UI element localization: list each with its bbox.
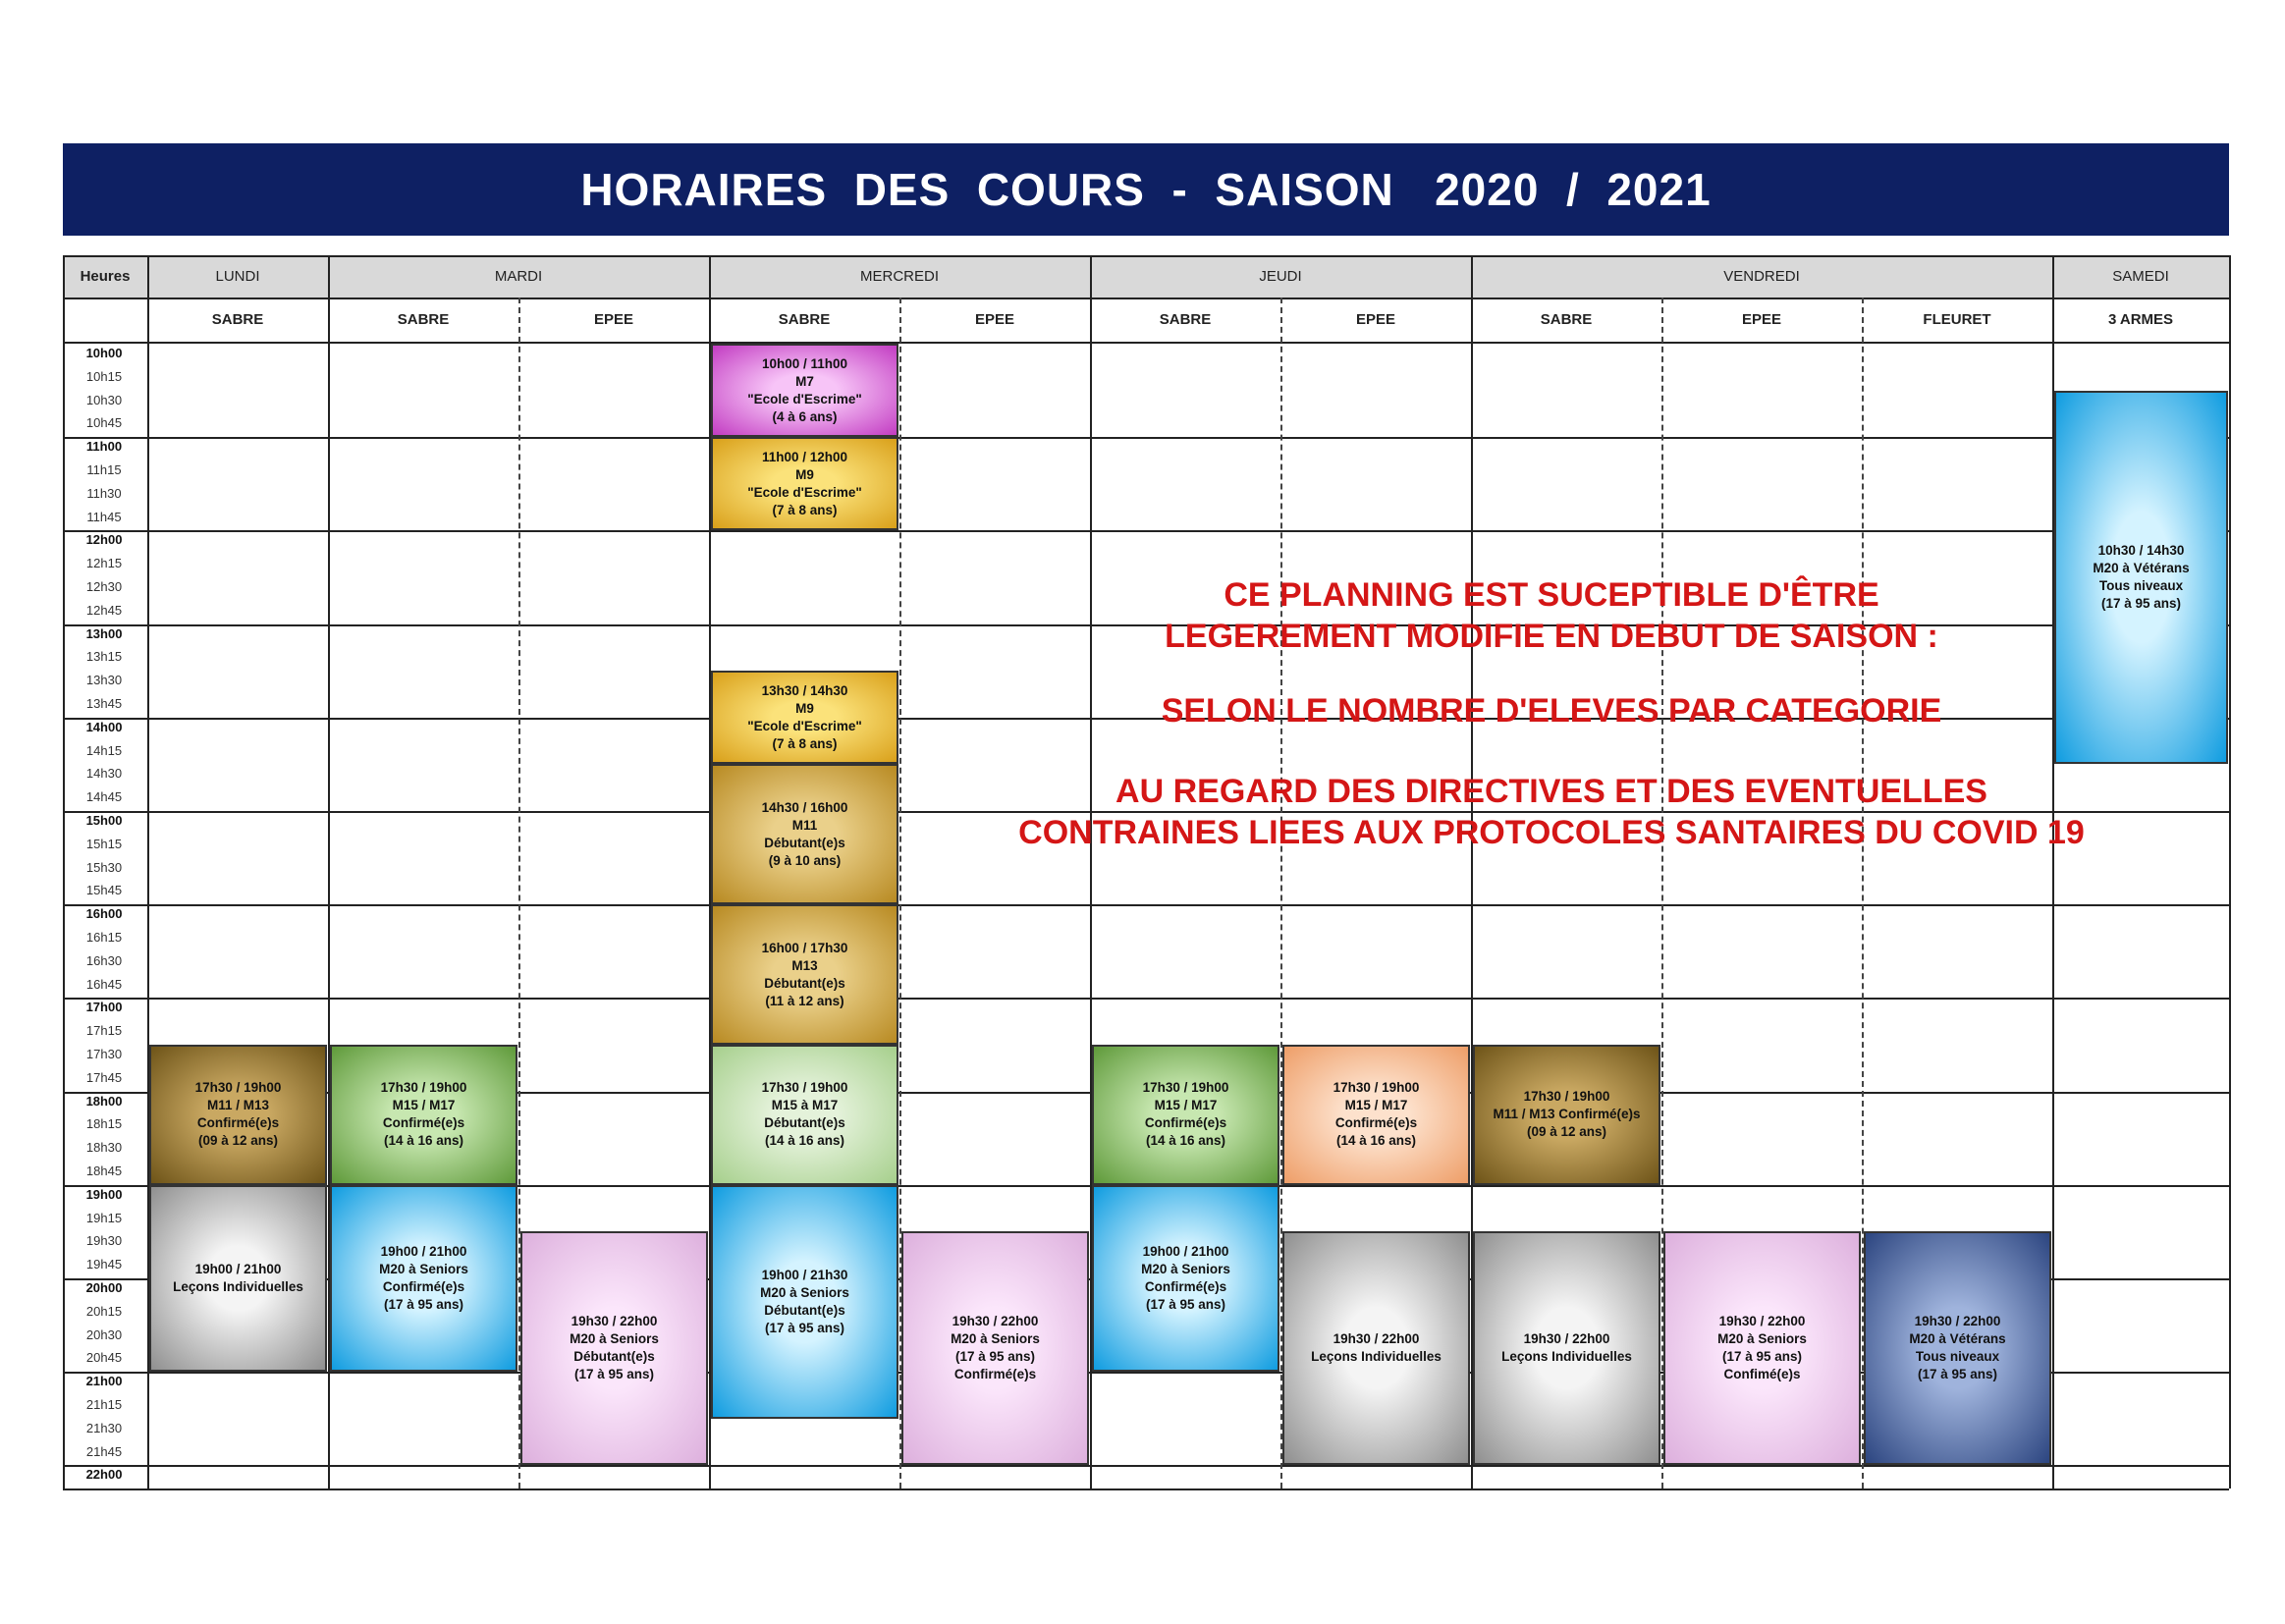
notice-line bbox=[884, 731, 2219, 771]
time-label: 21h15 bbox=[85, 1397, 123, 1412]
time-label: 19h15 bbox=[85, 1210, 123, 1225]
grid-line bbox=[63, 1489, 2229, 1490]
course-block[interactable] bbox=[520, 1231, 708, 1465]
time-label: 18h45 bbox=[85, 1164, 123, 1178]
time-label: 20h00 bbox=[85, 1280, 123, 1295]
time-label: 22h00 bbox=[85, 1467, 123, 1483]
time-label: 14h00 bbox=[85, 719, 123, 734]
time-label: 21h00 bbox=[85, 1374, 123, 1389]
hours-header: Heures bbox=[80, 268, 131, 285]
course-text: 19h30 / 22h00 Leçons Individuelles bbox=[1501, 1331, 1632, 1365]
day-header-jeudi: JEUDI bbox=[1259, 268, 1302, 285]
weapon-header: EPEE bbox=[593, 311, 634, 328]
course-block[interactable] bbox=[1282, 1231, 1470, 1465]
day-header-samedi: SAMEDI bbox=[2112, 268, 2169, 285]
weapon-header: 3 ARMES bbox=[2107, 311, 2174, 328]
notice-line: AU REGARD DES DIRECTIVES ET DES EVENTUELLES bbox=[1115, 773, 1987, 810]
course-text: 14h30 / 16h00 M11 Débutant(e)s (9 à 10 ans) bbox=[761, 799, 848, 868]
time-label: 14h15 bbox=[85, 742, 123, 758]
course-block[interactable] bbox=[330, 1045, 517, 1185]
time-label: 11h15 bbox=[86, 462, 122, 477]
time-label: 13h45 bbox=[85, 696, 123, 711]
grid-line bbox=[63, 342, 2229, 344]
course-text: 17h30 / 19h00 M15 / M17 Confirmé(e)s (14 à 16 ans) bbox=[1333, 1080, 1420, 1149]
time-label: 13h15 bbox=[85, 649, 123, 665]
day-header-mercredi: MERCREDI bbox=[859, 268, 939, 285]
hour-line bbox=[63, 904, 2229, 906]
hour-line bbox=[63, 437, 2229, 439]
course-block[interactable] bbox=[1092, 1185, 1279, 1372]
time-label: 12h00 bbox=[85, 532, 123, 548]
time-label: 19h00 bbox=[85, 1186, 123, 1202]
grid-border bbox=[2229, 255, 2231, 1489]
weapon-header: SABRE bbox=[1540, 311, 1593, 328]
weapon-header: FLEURET bbox=[1923, 311, 1991, 328]
time-label: 11h30 bbox=[86, 485, 122, 501]
course-block[interactable] bbox=[711, 344, 898, 437]
course-text: 17h30 / 19h00 M11 / M13 Confirmé(e)s (09 à 12 ans) bbox=[194, 1080, 282, 1149]
time-label: 15h00 bbox=[85, 813, 123, 828]
time-label: 16h00 bbox=[85, 906, 123, 922]
time-label: 18h30 bbox=[85, 1140, 123, 1156]
course-block[interactable] bbox=[1864, 1231, 2051, 1465]
time-label: 20h15 bbox=[85, 1303, 123, 1319]
course-block[interactable] bbox=[1473, 1231, 1660, 1465]
time-label: 20h30 bbox=[85, 1326, 123, 1342]
course-text: 19h00 / 21h00 M20 à Seniors Confirmé(e)s (17 à 95 ans) bbox=[1141, 1243, 1230, 1312]
course-block[interactable] bbox=[149, 1045, 327, 1185]
course-text: 17h30 / 19h00 M15 / M17 Confirmé(e)s (14 à 16 ans) bbox=[380, 1080, 467, 1149]
time-label: 13h30 bbox=[85, 673, 123, 688]
course-block[interactable] bbox=[149, 1185, 327, 1372]
weapon-header: EPEE bbox=[1355, 311, 1396, 328]
notice-line bbox=[884, 657, 2219, 690]
notice-line: CE PLANNING EST SUCEPTIBLE D'ÊTRE bbox=[1224, 576, 1879, 614]
hour-line bbox=[63, 998, 2229, 1000]
course-text: 11h00 / 12h00 M9 "Ecole d'Escrime" (7 à 8 ans) bbox=[747, 449, 862, 517]
course-block[interactable] bbox=[901, 1231, 1089, 1465]
time-label: 13h00 bbox=[85, 625, 123, 641]
time-label: 15h15 bbox=[85, 836, 123, 851]
notice-line: SELON LE NOMBRE D'ELEVES PAR CATEGORIE bbox=[1161, 692, 1942, 730]
time-label: 14h45 bbox=[85, 789, 123, 805]
weapon-header: EPEE bbox=[1741, 311, 1782, 328]
course-text: 19h30 / 22h00 M20 à Vétérans Tous niveaux (17 à 95 ans) bbox=[1909, 1314, 2006, 1382]
time-label: 16h45 bbox=[85, 976, 123, 992]
time-label: 17h00 bbox=[85, 1000, 123, 1015]
time-label: 21h45 bbox=[85, 1443, 123, 1459]
weapon-header: SABRE bbox=[397, 311, 450, 328]
course-text: 17h30 / 19h00 M15 / M17 Confirmé(e)s (14 à 16 ans) bbox=[1142, 1080, 1229, 1149]
weapon-header: SABRE bbox=[778, 311, 831, 328]
time-label: 11h00 bbox=[85, 439, 123, 455]
course-block[interactable] bbox=[1092, 1045, 1279, 1185]
course-text: 16h00 / 17h30 M13 Débutant(e)s (11 à 12 ans) bbox=[761, 940, 848, 1008]
time-label: 10h15 bbox=[85, 368, 123, 384]
time-label: 14h30 bbox=[85, 766, 123, 782]
course-text: 19h00 / 21h30 M20 à Seniors Débutant(e)s (17 à 95 ans) bbox=[760, 1267, 849, 1335]
time-label: 19h45 bbox=[85, 1257, 123, 1272]
course-block[interactable] bbox=[330, 1185, 517, 1372]
notice-text bbox=[884, 574, 2219, 853]
time-label: 18h15 bbox=[85, 1116, 123, 1132]
weapon-header: SABRE bbox=[1159, 311, 1212, 328]
course-block[interactable] bbox=[1663, 1231, 1861, 1465]
time-label: 17h15 bbox=[85, 1023, 123, 1039]
course-block[interactable] bbox=[711, 1185, 898, 1419]
time-label: 12h45 bbox=[85, 602, 123, 618]
time-label: 15h30 bbox=[85, 859, 123, 875]
time-label: 10h45 bbox=[85, 415, 123, 431]
time-label: 16h15 bbox=[85, 930, 123, 945]
course-text: 19h00 / 21h00 Leçons Individuelles bbox=[173, 1261, 303, 1294]
page-title: HORAIRES DES COURS - SAISON 2020 / 2021 bbox=[580, 164, 1712, 215]
day-header-vendredi: VENDREDI bbox=[1723, 268, 1800, 285]
time-label: 11h45 bbox=[86, 509, 122, 524]
hour-line bbox=[63, 530, 2229, 532]
course-text: 10h00 / 11h00 M7 "Ecole d'Escrime" (4 à 6 ans) bbox=[747, 355, 862, 424]
hour-line bbox=[63, 1465, 2229, 1467]
course-block[interactable] bbox=[711, 904, 898, 1045]
course-block[interactable] bbox=[711, 671, 898, 764]
course-text: 19h30 / 22h00 M20 à Seniors (17 à 95 ans) Confirmé(e)s bbox=[951, 1314, 1040, 1382]
course-text: 10h30 / 14h30 M20 à Vétérans Tous niveaux (17 à 95 ans) bbox=[2093, 542, 2190, 611]
course-text: 19h30 / 22h00 Leçons Individuelles bbox=[1311, 1331, 1442, 1365]
course-block[interactable] bbox=[1473, 1045, 1660, 1185]
course-text: 19h00 / 21h00 M20 à Seniors Confirmé(e)s (17 à 95 ans) bbox=[379, 1243, 468, 1312]
course-block[interactable] bbox=[711, 1045, 898, 1185]
time-label: 12h30 bbox=[85, 579, 123, 594]
time-label: 12h15 bbox=[85, 556, 123, 571]
time-label: 17h30 bbox=[85, 1047, 123, 1061]
time-label: 21h30 bbox=[85, 1420, 123, 1435]
time-label: 15h45 bbox=[85, 883, 123, 898]
notice-line: LEGEREMENT MODIFIE EN DEBUT DE SAISON : bbox=[1165, 618, 1938, 655]
time-label: 18h00 bbox=[85, 1093, 123, 1109]
course-block[interactable] bbox=[711, 764, 898, 904]
course-text: 19h30 / 22h00 M20 à Seniors (17 à 95 ans) Confimé(e)s bbox=[1717, 1314, 1807, 1382]
day-header-lundi: LUNDI bbox=[215, 268, 260, 285]
time-label: 19h30 bbox=[85, 1233, 123, 1249]
course-block[interactable] bbox=[711, 437, 898, 530]
time-label: 17h45 bbox=[85, 1069, 123, 1085]
day-header-mardi: MARDI bbox=[494, 268, 543, 285]
course-text: 19h30 / 22h00 M20 à Seniors Débutant(e)s (17 à 95 ans) bbox=[570, 1314, 659, 1382]
time-label: 16h30 bbox=[85, 952, 123, 968]
course-block[interactable] bbox=[1282, 1045, 1470, 1185]
course-text: 13h30 / 14h30 M9 "Ecole d'Escrime" (7 à 8 ans) bbox=[747, 682, 862, 751]
weapon-header: EPEE bbox=[974, 311, 1015, 328]
notice-line: CONTRAINES LIEES AUX PROTOCOLES SANTAIRES DU COVID 19 bbox=[1018, 814, 2085, 851]
course-text: 17h30 / 19h00 M11 / M13 Confirmé(e)s (09 à 12 ans) bbox=[1493, 1089, 1641, 1140]
weapon-header: SABRE bbox=[211, 311, 264, 328]
time-label: 10h00 bbox=[85, 346, 123, 360]
time-label: 20h45 bbox=[85, 1350, 123, 1366]
course-text: 17h30 / 19h00 M15 à M17 Débutant(e)s (14 à 16 ans) bbox=[761, 1080, 848, 1149]
time-label: 10h30 bbox=[85, 392, 123, 407]
